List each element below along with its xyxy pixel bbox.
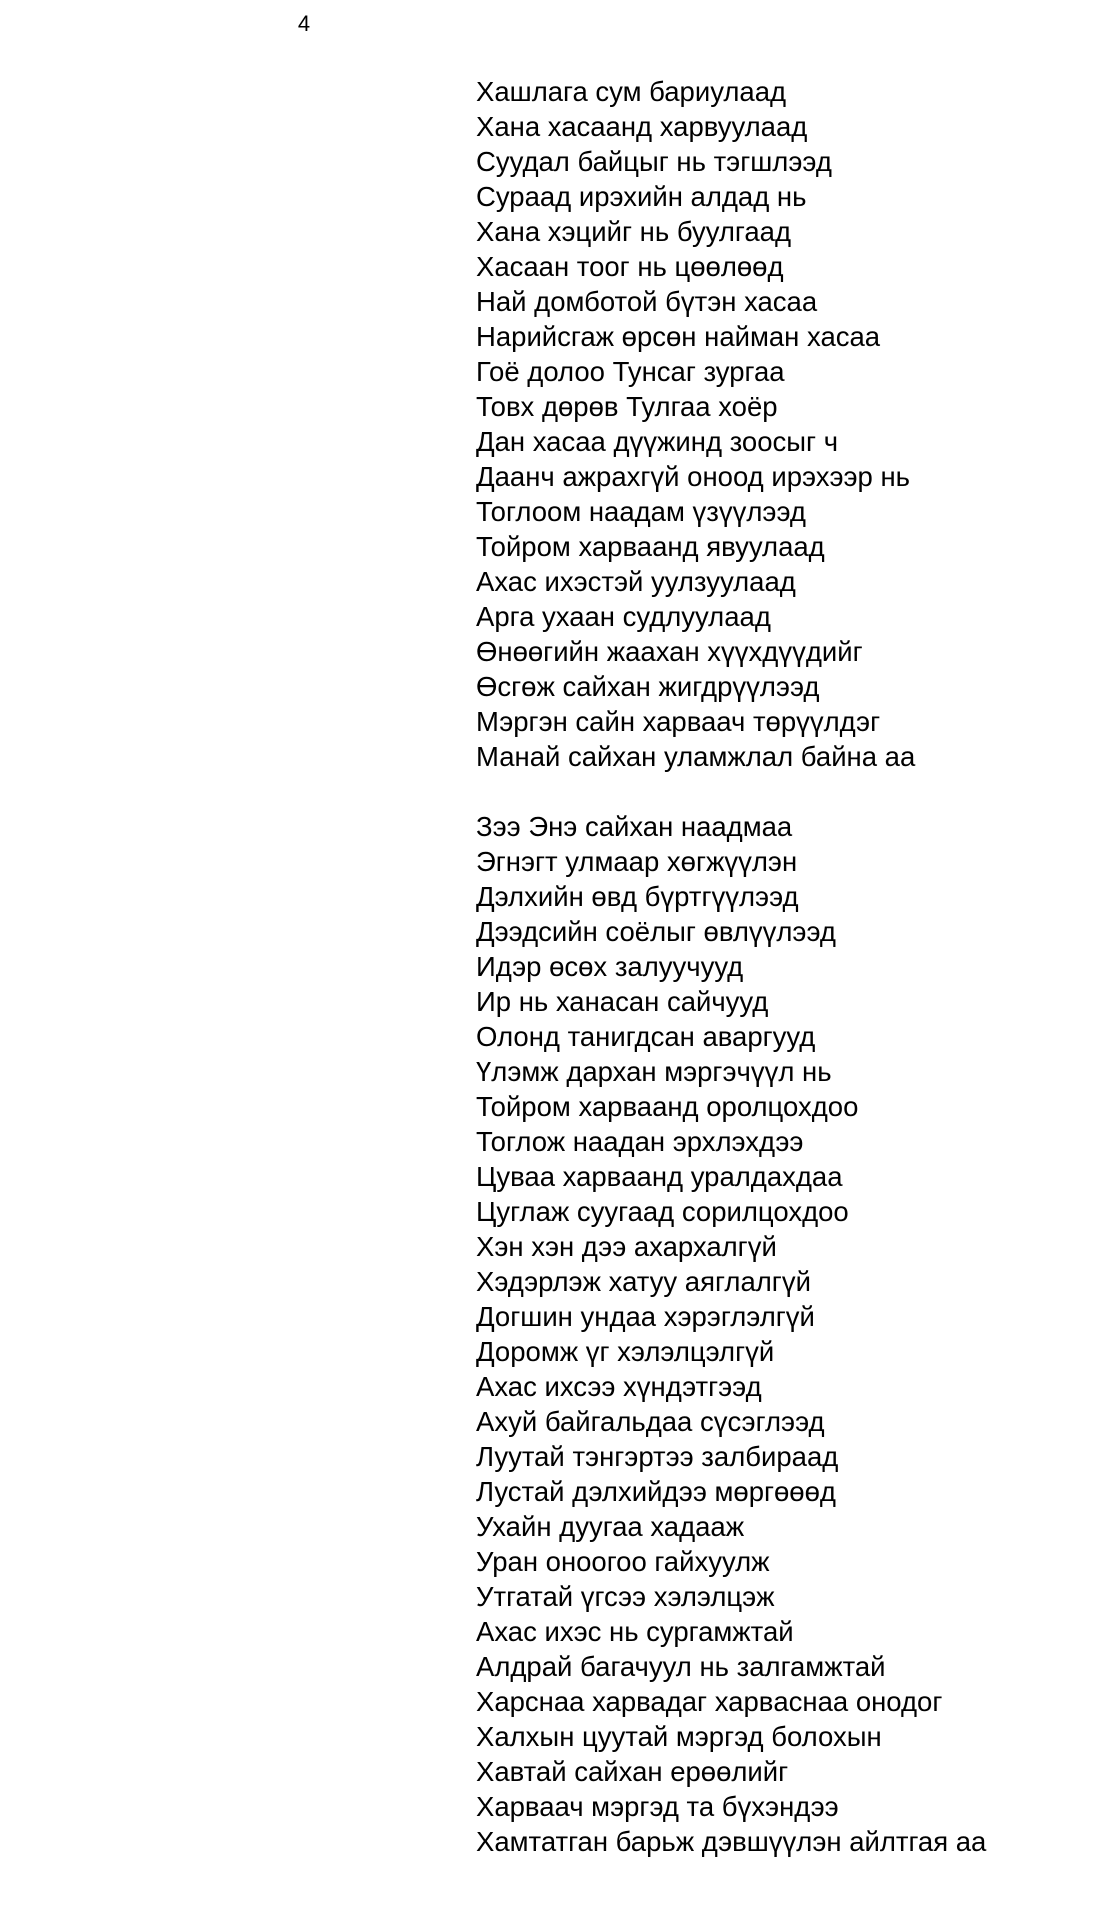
page-number: 4 [297, 11, 311, 36]
poem-line: Эгнэгт улмаар хөгжүүлэн [476, 846, 798, 877]
poem-line: Хэн хэн дээ ахархалгүй [476, 1231, 777, 1262]
poem-line: Алдрай багачуул нь залгамжтай [476, 1651, 886, 1682]
poem-line: Дан хасаа дүүжинд зоосыг ч [476, 426, 839, 457]
poem-line: Лустай дэлхийдээ мөргөөөд [476, 1476, 836, 1507]
poem-line: Өнөөгийн жаахан хүүхдүүдийг [476, 636, 863, 667]
poem-line: Зээ Энэ сайхан наадмаа [476, 811, 793, 842]
poem-line: Тойром харваанд явуулаад [476, 531, 825, 562]
poem-line: Най домботой бүтэн хасаа [476, 286, 818, 317]
poem-line: Халхын цуутай мэргэд болохын [476, 1721, 882, 1752]
poem-line: Товх дөрөв Тулгаа хоёр [476, 391, 778, 422]
poem-line: Хавтай сайхан ерөөлийг [476, 1756, 789, 1787]
poem-line: Харваач мэргэд та бүхэндээ [476, 1791, 839, 1822]
poem-line: Үлэмж дархан мэргэчүүл нь [476, 1056, 832, 1087]
poem-line: Олонд танигдсан аваргууд [476, 1021, 816, 1052]
poem-line: Ахас ихэс нь сургамжтай [476, 1616, 794, 1647]
stanza-2 [476, 809, 1096, 1859]
poem-line: Хамтатган барьж дэвшүүлэн айлтгая аа [476, 1826, 987, 1857]
poem-body [476, 74, 1096, 1859]
poem-line: Тойром харваанд оролцохдоо [476, 1091, 859, 1122]
poem-line: Цуваа харвaанд уралдахдаа [476, 1161, 843, 1192]
poem-line: Нарийсгаж өрсөн найман хасаа [476, 321, 881, 352]
poem-line: Арга ухаан судлуулаад [476, 601, 771, 632]
poem-line: Харснаа харвадаг харвaснаа онодог [476, 1686, 943, 1717]
poem-line: Идэр өсөх залуучууд [476, 951, 744, 982]
poem-line: Цуглаж суугаад сорилцохдоо [476, 1196, 849, 1227]
poem-line: Тоглоом наадам үзүүлээд [476, 496, 806, 527]
poem-line: Дэлхийн өвд бүртгүүлээд [476, 881, 799, 912]
poem-line: Гоё долоо Тунсаг зургаа [476, 356, 785, 387]
poem-line: Манай сайхан уламжлал байна аа [476, 741, 916, 772]
poem-line: Ахас ихсээ хүндэтгээд [476, 1371, 762, 1402]
poem-line: Хана хэцийг нь буулгаад [476, 216, 791, 247]
poem-line: Хашлага сум бариулаад [476, 76, 787, 107]
poem-line: Ахас ихэстэй уулзуулаад [476, 566, 796, 597]
poem-line: Даанч ажрахгүй оноод ирэхээр нь [476, 461, 910, 492]
poem-line: Ухайн дуугаа хадааж [476, 1511, 745, 1542]
poem-line: Хасаан тоог нь цөөлөөд [476, 251, 784, 282]
poem-line: Тоглож наадан эрхлэхдээ [476, 1126, 804, 1157]
stanza-1 [476, 74, 1096, 774]
poem-line: Хана хасаанд харвуулаад [476, 111, 808, 142]
poem-line: Суудал байцыг нь тэгшлээд [476, 146, 832, 177]
poem-line: Доромж үг хэлэлцэлгүй [476, 1336, 775, 1367]
poem-line: Утгатай үгсээ хэлэлцэж [476, 1581, 775, 1612]
poem-line: Ахуй байгальдаа сүсэглээд [476, 1406, 825, 1437]
poem-line: Дээдсийн соёлыг өвлүүлээд [476, 916, 836, 947]
poem-line: Догшин ундаа хэрэглэлгүй [476, 1301, 815, 1332]
poem-line: Уран оноогоо гайхуулж [476, 1546, 770, 1577]
poem-line: Хэдэрлэж хатуу аяглалгүй [476, 1266, 811, 1297]
poem-line: Ир нь ханасан сайчууд [476, 986, 769, 1017]
poem-line: Мэргэн сайн харваач төрүүлдэг [476, 706, 881, 737]
poem-line: Сураад ирэхийн алдад нь [476, 181, 807, 212]
poem-line: Өсгөж сайхан жигдрүүлээд [476, 671, 820, 702]
poem-line: Луутай тэнгэртээ залбираад [476, 1441, 839, 1472]
